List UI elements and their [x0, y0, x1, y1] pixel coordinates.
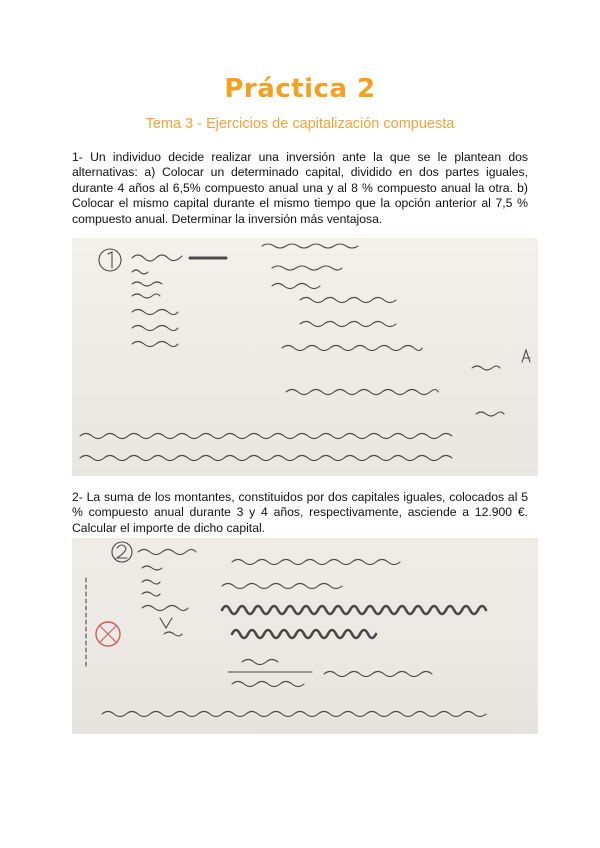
- exercise-2-statement: 2- La suma de los montantes, constituidos por dos capitales iguales, colocados al 5 % compuesto anual durante 3 y 4 años, respectivamente, asciende a 12.900 €. Calcular el importe de dicho capital.: [72, 490, 528, 535]
- handwritten-solution-1-photo: [72, 238, 538, 476]
- page-subtitle: Tema 3 - Ejercicios de capitalización compuesta: [145, 116, 455, 132]
- page-title: Práctica 2: [224, 74, 376, 104]
- handwriting-scribbles-1: [72, 238, 538, 476]
- exercise-1-statement: 1- Un individuo decide realizar una inversión ante la que se le plantean dos alternativas: a) Colocar un determinado capital, dividido en dos partes iguales, durante 4 años al 6,5% compuesto anual una y al 8 % compuesto anual la otra. b) Colocar el mismo capital durante el mismo tiempo que la opción anterior al 7,5 % compuesto anual. Determinar la inversión más ventajosa.: [72, 150, 528, 226]
- handwritten-solution-2-photo: [72, 538, 538, 734]
- handwriting-scribbles-2: [72, 538, 538, 734]
